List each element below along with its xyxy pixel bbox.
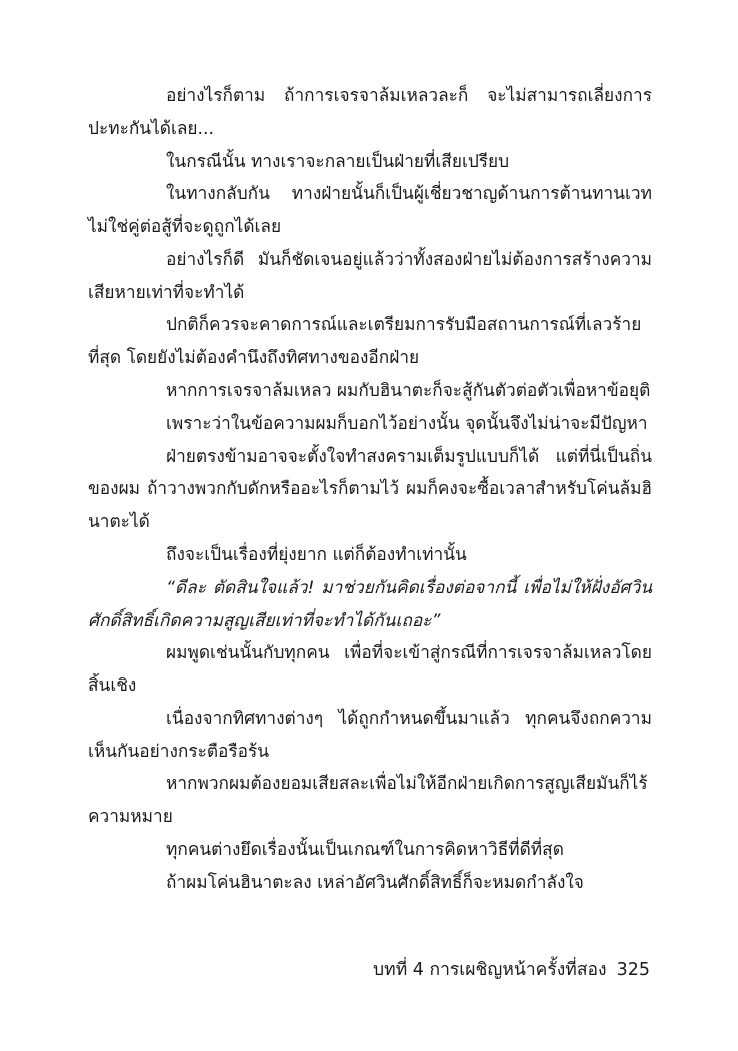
- paragraph: อย่างไรก็ตาม ถ้าการเจรจาล้มเหลวละก็ จะไม่สามารถเลี่ยงการปะทะกันได้เลย...: [88, 86, 652, 139]
- chapter-title: บทที่ 4 การเผชิญหน้าครั้งที่สอง: [373, 960, 607, 980]
- page-number: 325: [616, 960, 650, 980]
- paragraph: เนื่องจากทิศทางต่างๆ ได้ถูกกำหนดขึ้นมาแล้ว ทุกคนจึงถกความเห็นกันอย่างกระตือรือร้น: [88, 708, 652, 762]
- paragraph: อย่างไรก็ดี มันก็ชัดเจนอยู่แล้วว่าทั้งสองฝ่ายไม่ต้องการสร้างความเสียหายเท่าที่จะทำได้: [88, 249, 652, 303]
- body-text: [88, 80, 652, 900]
- paragraph: ในกรณีนั้น ทางเราจะกลายเป็นฝ่ายที่เสียเปรียบ: [166, 151, 510, 172]
- paragraph: ผมพูดเช่นนั้นกับทุกคน เพื่อที่จะเข้าสู่กรณีที่การเจรจาล้มเหลวโดยสิ้นเชิง: [88, 643, 652, 697]
- paragraph: ฝ่ายตรงข้ามอาจจะตั้งใจทำสงครามเต็มรูปแบบก็ได้ แต่ที่นี่เป็นถิ่นของผม ถ้าวางพวกกับดักหรืออะไรก็ตามไว้ ผมก็คงจะซื้อเวลาสำหรับโค่นล้มฮินาตะได้: [88, 446, 652, 533]
- paragraph: ทุกคนต่างยึดเรื่องนั้นเป็นเกณฑ์ในการคิดหาวิธีที่ดีที่สุด: [166, 839, 564, 860]
- paragraph: หากพวกผมต้องยอมเสียสละเพื่อไม่ให้อีกฝ่ายเกิดการสูญเสียมันก็ไร้ความหมาย: [88, 774, 648, 828]
- paragraph: ในทางกลับกัน ทางฝ่ายนั้นก็เป็นผู้เชี่ยวชาญด้านการต้านทานเวทไม่ใช่คู่ต่อสู้ที่จะดูถูกได้เลย: [88, 184, 652, 238]
- paragraph: ถ้าผมโค่นฮินาตะลง เหล่าอัศวินศักดิ์สิทธิ์ก็จะหมดกำลังใจ: [166, 872, 584, 893]
- paragraph: เพราะว่าในข้อความผมก็บอกไว้อย่างนั้น จุดนั้นจึงไม่น่าจะมีปัญหา: [166, 413, 648, 434]
- dialogue-paragraph: “ดีละ ตัดสินใจแล้ว! มาช่วยกันคิดเรื่องต่อจากนี้ เพื่อไม่ให้ฝั่งอัศวินศักดิ์สิทธิ์เกิดความสูญเสียเท่าที่จะทำได้กันเถอะ”: [88, 577, 652, 631]
- paragraph: ปกติก็ควรจะคาดการณ์และเตรียมการรับมือสถานการณ์ที่เลวร้ายที่สุด โดยยังไม่ต้องคำนึงถึงทิศทางของอีกฝ่าย: [88, 315, 642, 369]
- paragraph: หากการเจรจาล้มเหลว ผมกับฮินาตะก็จะสู้กันตัวต่อตัวเพื่อหาข้อยุติ: [166, 381, 651, 402]
- paragraph: ถึงจะเป็นเรื่องที่ยุ่งยาก แต่ก็ต้องทำเท่านั้น: [166, 544, 467, 565]
- page-footer: [373, 955, 650, 985]
